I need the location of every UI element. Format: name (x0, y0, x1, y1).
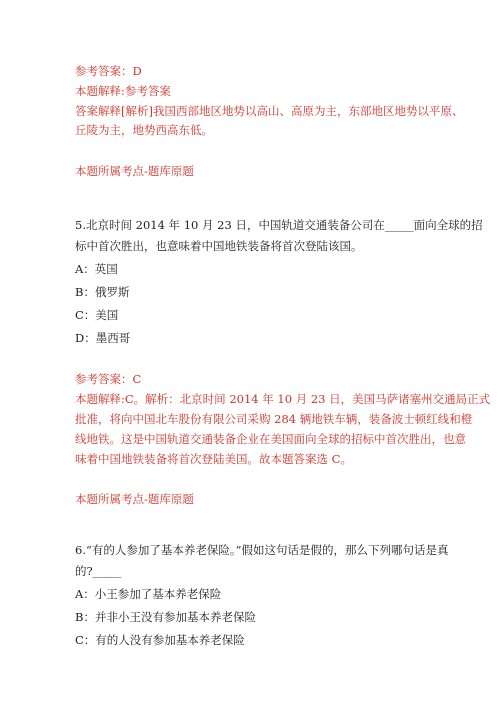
option-c: C：有的人没有参加基本养老保险 (75, 633, 245, 647)
option-d: D：墨西哥 (75, 331, 131, 345)
analysis-line: 本题解释:C。解析：北京时间 2014 年 10 月 23 日，美国马萨诸塞州交通局正式 (75, 392, 491, 406)
option-a: A：英国 (75, 262, 118, 276)
answer-label: 参考答案：C (75, 372, 142, 386)
option-c: C：美国 (75, 308, 119, 322)
analysis-title: 本题解释:参考答案 (75, 84, 171, 98)
option-a: A：小王参加了基本养老保险 (75, 587, 222, 601)
analysis-line: 丘陵为主，地势西高东低。 (75, 123, 213, 137)
question-stem: 的?_____ (75, 564, 122, 578)
analysis-line: 批准，将向中国北车股份有限公司采购 284 辆地铁车辆，装备波士顿红线和橙 (75, 412, 473, 426)
analysis-line: 答案解释[解析]我国西部地区地势以高山、高原为主，东部地区地势以平原、 (75, 104, 464, 118)
source-note: 本题所属考点-题库原题 (75, 164, 194, 178)
question-stem: 6.“有的人参加了基本养老保险。”假如这句话是假的，那么下列哪句话是真 (75, 543, 449, 557)
option-b: B：俄罗斯 (75, 285, 130, 299)
analysis-line: 味着中国地铁装备将首次登陆美国。故本题答案选 C。 (75, 452, 352, 466)
source-note: 本题所属考点-题库原题 (75, 492, 194, 506)
analysis-line: 线地铁。这是中国轨道交通装备企业在美国面向全球的招标中首次胜出，也意 (75, 432, 466, 446)
question-stem: 5.北京时间 2014 年 10 月 23 日，中国轨道交通装备公司在_____面向全球的招 (75, 218, 483, 232)
option-b: B：并非小王没有参加基本养老保险 (75, 610, 256, 624)
answer-label: 参考答案：D (75, 64, 142, 78)
question-stem: 标中首次胜出，也意味着中国地铁装备将首次登陆该国。 (75, 239, 363, 253)
